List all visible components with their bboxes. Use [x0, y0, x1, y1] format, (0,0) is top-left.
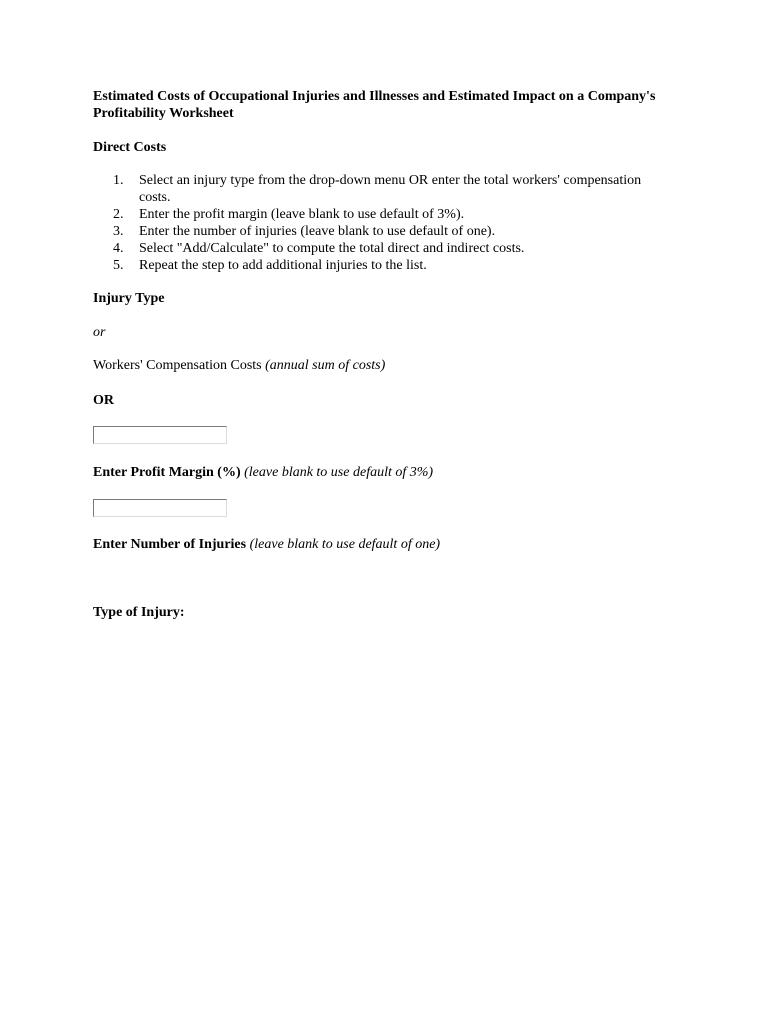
- num-injuries-label-text: Enter Number of Injuries: [93, 537, 247, 552]
- direct-costs-heading: Direct Costs: [93, 140, 167, 155]
- step-text: Select an injury type from the drop-down menu OR enter the total workers' compensation costs.: [139, 173, 642, 205]
- list-item: [93, 172, 653, 206]
- step-text: Enter the number of injuries (leave blank to use default of one).: [139, 224, 496, 239]
- injury-type-label: Injury Type: [93, 291, 165, 306]
- step-number: 1.: [113, 173, 124, 188]
- list-item: [93, 206, 653, 223]
- num-injuries-label: [93, 536, 440, 553]
- step-number: 2.: [113, 207, 124, 222]
- profit-margin-note: (leave blank to use default of 3%): [244, 465, 434, 480]
- list-item: [93, 223, 653, 240]
- profit-margin-label: [93, 464, 433, 481]
- comp-cost-input[interactable]: [93, 426, 227, 444]
- type-of-injury-label: Type of Injury:: [93, 605, 185, 620]
- profit-margin-input[interactable]: [93, 499, 227, 517]
- workers-comp-label-text: Workers' Compensation Costs: [93, 358, 262, 373]
- page-title: Estimated Costs of Occupational Injuries and Illnesses and Estimated Impact on a Company's Profitability Worksheet: [93, 89, 656, 121]
- workers-comp-note: (annual sum of costs): [265, 358, 386, 373]
- list-item: [93, 257, 653, 274]
- instructions-list: [93, 172, 653, 274]
- workers-comp-label: [93, 357, 385, 374]
- step-number: 5.: [113, 258, 124, 273]
- list-item: [93, 240, 653, 257]
- profit-margin-label-text: Enter Profit Margin (%): [93, 465, 241, 480]
- step-number: 4.: [113, 241, 124, 256]
- or-separator-lower: or: [93, 325, 106, 340]
- or-separator-upper: OR: [93, 393, 114, 408]
- step-text: Select "Add/Calculate" to compute the total direct and indirect costs.: [139, 241, 525, 256]
- num-injuries-note: (leave blank to use default of one): [249, 537, 441, 552]
- step-number: 3.: [113, 224, 124, 239]
- step-text: Repeat the step to add additional injuries to the list.: [139, 258, 427, 273]
- step-text: Enter the profit margin (leave blank to use default of 3%).: [139, 207, 465, 222]
